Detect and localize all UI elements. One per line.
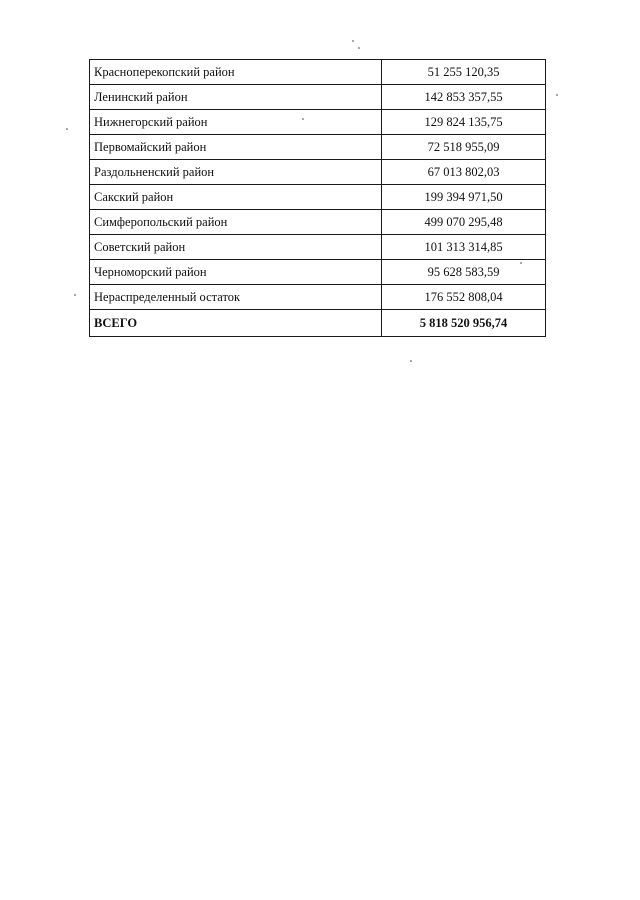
table-row [90, 185, 546, 210]
scan-speck [352, 40, 354, 42]
district-name: Первомайский район [90, 135, 382, 160]
district-amount: 101 313 314,85 [382, 235, 546, 260]
district-amount: 142 853 357,55 [382, 85, 546, 110]
scan-speck [520, 262, 522, 264]
district-name: Советский район [90, 235, 382, 260]
table-row [90, 235, 546, 260]
table-row [90, 260, 546, 285]
scan-speck [556, 94, 558, 96]
district-name: Симферопольский район [90, 210, 382, 235]
district-amount: 176 552 808,04 [382, 285, 546, 310]
district-allocation-table [89, 59, 546, 337]
district-amount: 67 013 802,03 [382, 160, 546, 185]
total-row [90, 310, 546, 337]
district-amount: 129 824 135,75 [382, 110, 546, 135]
table-row [90, 160, 546, 185]
scan-speck [302, 118, 304, 120]
table-row [90, 210, 546, 235]
district-amount: 499 070 295,48 [382, 210, 546, 235]
table-row [90, 60, 546, 85]
scan-speck [358, 47, 360, 49]
scan-speck [74, 294, 76, 296]
table-row [90, 135, 546, 160]
district-amount: 51 255 120,35 [382, 60, 546, 85]
district-amount: 199 394 971,50 [382, 185, 546, 210]
district-name: Нераспределенный остаток [90, 285, 382, 310]
scan-speck [66, 128, 68, 130]
total-amount: 5 818 520 956,74 [382, 310, 546, 337]
district-name: Нижнегорский район [90, 110, 382, 135]
scan-speck [410, 360, 412, 362]
district-name: Ленинский район [90, 85, 382, 110]
table-row [90, 110, 546, 135]
district-name: Черноморский район [90, 260, 382, 285]
district-amount: 95 628 583,59 [382, 260, 546, 285]
total-label: ВСЕГО [90, 310, 382, 337]
table-row [90, 85, 546, 110]
district-name: Красноперекопский район [90, 60, 382, 85]
table-row [90, 285, 546, 310]
district-name: Раздольненский район [90, 160, 382, 185]
district-amount: 72 518 955,09 [382, 135, 546, 160]
district-name: Сакский район [90, 185, 382, 210]
